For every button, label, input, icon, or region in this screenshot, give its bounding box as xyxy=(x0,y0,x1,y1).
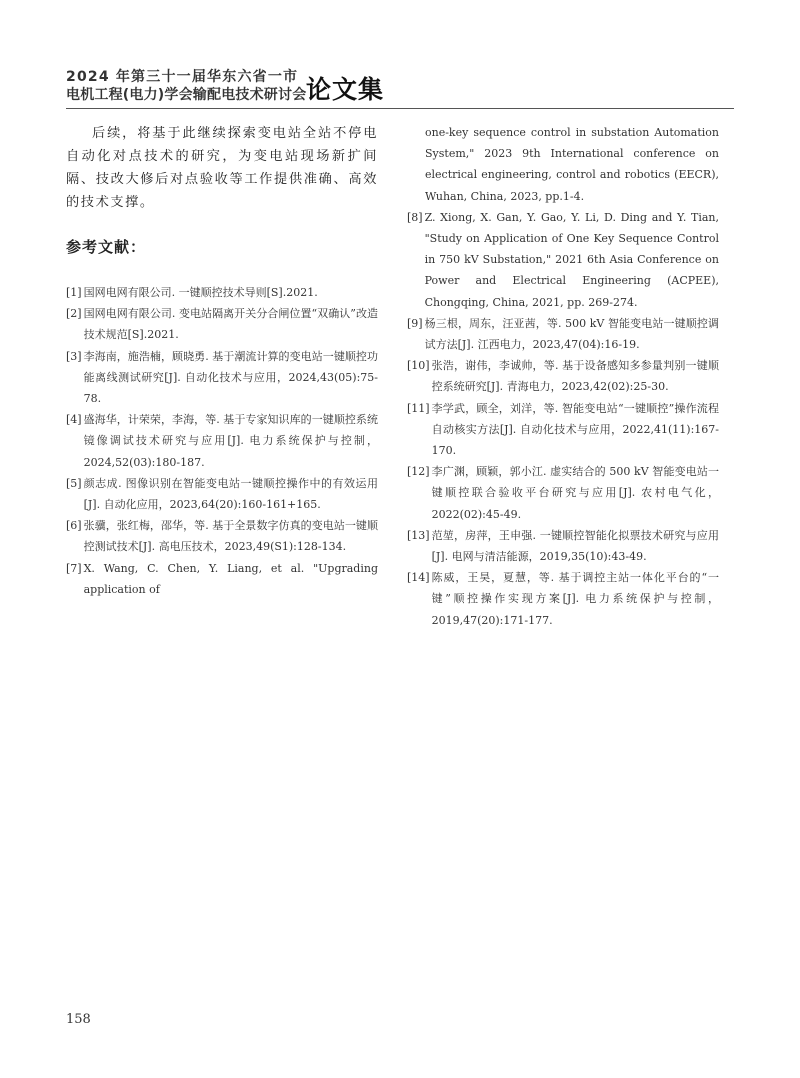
reference-text: 国网电网有限公司. 一键顺控技术导则[S].2021. xyxy=(83,286,318,299)
references-left-column xyxy=(66,282,378,600)
reference-text: 国网电网有限公司. 变电站隔离开关分合闸位置“双确认”改造技术规范[S].2021. xyxy=(83,307,378,342)
reference-number: [14] xyxy=(407,571,430,585)
reference-number: [3] xyxy=(66,349,82,363)
reference-item xyxy=(66,409,378,473)
reference-number: [5] xyxy=(66,476,82,490)
reference-number: [7] xyxy=(66,561,82,575)
references-heading: 参考文献： xyxy=(66,238,147,256)
reference-item xyxy=(66,346,378,410)
header-title-big: 论文集 xyxy=(306,75,385,104)
reference-text: 张骥，张红梅，邵华，等. 基于全景数字仿真的变电站一键顺控测试技术[J]. 高电压技术，2023,49(S1):128-134. xyxy=(83,519,378,554)
reference-number: [1] xyxy=(66,286,82,299)
reference-number: [2] xyxy=(66,307,82,321)
reference-text: one-key sequence control in substation Automation System," 2023 9th International conference on electrical engineering, control and robotics (EECR), Wuhan, China, 2023, pp.1-4. xyxy=(425,126,719,203)
reference-text: Z. Xiong, X. Gan, Y. Gao, Y. Li, D. Ding and Y. Tian, "Study on Application of One Key Sequence Control in 750 kV Substation," 2021 6th Asia Conference on Power and Electrical Engineering (ACPEE), Chongqing, China, 2021, pp. 269-274. xyxy=(424,210,719,309)
reference-text: 李学武，顾全，刘洋，等. 智能变电站“一键顺控”操作流程自动核实方法[J]. 自动化技术与应用，2022,41(11):167-170. xyxy=(431,401,719,458)
reference-item xyxy=(407,525,719,567)
reference-text: 范堃，房萍，王申强. 一键顺控智能化拟票技术研究与应用[J]. 电网与清洁能源，2019,35(10):43-49. xyxy=(431,528,719,564)
references-right-column xyxy=(407,122,719,631)
reference-text: 盛海华，计荣荣，李海，等. 基于专家知识库的一键顺控系统镜像调试技术研究与应用[J]. 电力系统保护与控制，2024,52(03):180-187. xyxy=(83,413,378,469)
reference-number: [8] xyxy=(407,210,423,224)
reference-item xyxy=(66,303,378,345)
reference-text: 张浩，谢伟，李诚帅，等. 基于设备感知多参量判别一键顺控系统研究[J]. 青海电力，2023,42(02):25-30. xyxy=(431,359,719,394)
reference-text: 陈威，王昊，夏慧，等. 基于调控主站一体化平台的“一键”顺控操作实现方案[J]. 电力系统保护与控制，2019,47(20):171-177. xyxy=(431,571,719,627)
running-header xyxy=(66,66,734,108)
reference-text: 颜志成. 图像识别在智能变电站一键顺控操作中的有效运用[J]. 自动化应用，2023,64(20):160-161+165. xyxy=(83,476,378,512)
reference-text: 李广渊，顾颖，郭小江. 虚实结合的 500 kV 智能变电站一键顺控联合验收平台研究与应用[J]. 农村电气化，2022(02):45-49. xyxy=(431,465,719,521)
reference-item xyxy=(407,567,719,631)
header-line-1: 2024 年第三十一届华东六省一市 xyxy=(66,69,299,85)
reference-item xyxy=(407,355,719,397)
reference-item xyxy=(66,558,378,600)
reference-item xyxy=(407,461,719,525)
header-rule xyxy=(66,108,734,109)
reference-item xyxy=(407,207,719,313)
page-number: 158 xyxy=(66,1012,91,1027)
reference-item xyxy=(407,398,719,462)
reference-text: X. Wang, C. Chen, Y. Liang, et al. "Upgrading application of xyxy=(83,561,378,596)
reference-text: 李海南，施浩楠，顾晓勇. 基于潮流计算的变电站一键顺控功能离线测试研究[J]. 自动化技术与应用，2024,43(05):75-78. xyxy=(83,349,378,406)
reference-number: [10] xyxy=(407,359,430,373)
reference-number: [6] xyxy=(66,519,82,533)
reference-number: [13] xyxy=(407,528,430,542)
reference-item-continued xyxy=(407,122,719,207)
reference-item xyxy=(66,282,378,303)
reference-item xyxy=(66,515,378,557)
reference-number: [9] xyxy=(407,316,423,330)
body-paragraph: 后续，将基于此继续探索变电站全站不停电自动化对点技术的研究，为变电站现场新扩间隔、技改大修后对点验收等工作提供准确、高效的技术支撑。 xyxy=(66,126,378,210)
reference-number: [4] xyxy=(66,413,82,427)
reference-item xyxy=(407,313,719,355)
reference-text: 杨三根，周东，汪亚茜，等. 500 kV 智能变电站一键顺控调试方法[J]. 江西电力，2023,47(04):16-19. xyxy=(424,316,719,352)
reference-number: [11] xyxy=(407,401,430,415)
header-line-2: 电机工程(电力)学会输配电技术研讨会 xyxy=(66,87,307,103)
reference-item xyxy=(66,473,378,515)
reference-number: [12] xyxy=(407,465,430,479)
